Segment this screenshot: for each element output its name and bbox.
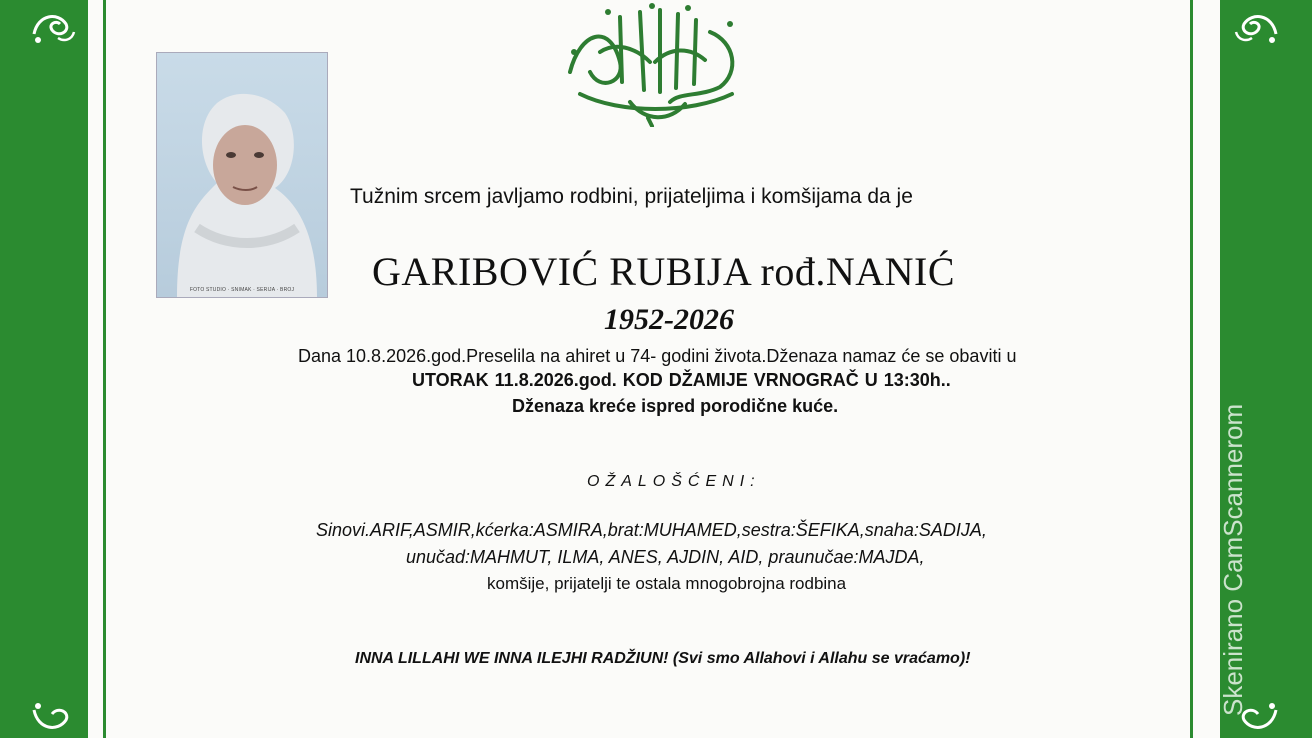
left-green-border bbox=[0, 0, 88, 738]
scanner-watermark: Skenirano CamScannerom bbox=[1218, 403, 1248, 716]
funeral-details-line-2: UTORAK 11.8.2026.god. KOD DŽAMIJE VRNOGRAČ U 13:30h.. bbox=[412, 370, 951, 390]
life-years: 1952-2026 bbox=[604, 303, 734, 336]
portrait-image bbox=[157, 53, 327, 297]
funeral-details-line-3: Dženaza kreće ispred porodične kuće. bbox=[512, 396, 839, 416]
photo-caption: FOTO STUDIO · SNIMAK · SERIJA · BROJ bbox=[189, 287, 295, 293]
floral-ornament-icon bbox=[28, 4, 78, 48]
inner-border-line-left bbox=[103, 0, 106, 738]
floral-ornament-icon bbox=[1232, 4, 1282, 48]
family-line-3: komšije, prijatelji te ostala mnogobrojna rodbina bbox=[487, 574, 847, 593]
inner-border-line-right bbox=[1190, 0, 1193, 738]
floral-ornament-icon bbox=[28, 700, 78, 738]
deceased-portrait-photo bbox=[156, 52, 328, 298]
funeral-details-line-1: Dana 10.8.2026.god.Preselila na ahiret u 74- godini života.Dženaza namaz će se obaviti u bbox=[298, 346, 1017, 366]
mourners-heading: OŽALOŠĆENI: bbox=[587, 473, 761, 490]
closing-prayer: INNA LILLAHI WE INNA ILEJHI RADŽIUN! (Svi smo Allahovi i Allahu se vraćamo)! bbox=[355, 650, 971, 667]
family-line-2: unučad:MAHMUT, ILMA, ANES, AJDIN, AID, praunučae:MAJDA, bbox=[406, 547, 925, 567]
intro-text: Tužnim srcem javljamo rodbini, prijateljima i komšijama da je bbox=[350, 185, 913, 208]
family-line-1: Sinovi.ARIF,ASMIR,kćerka:ASMIRA,brat:MUHAMED,sestra:ŠEFIKA,snaha:SADIJA, bbox=[316, 520, 987, 540]
deceased-name: GARIBOVIĆ RUBIJA rođ.NANIĆ bbox=[372, 249, 956, 294]
arabic-calligraphy-icon bbox=[560, 2, 750, 127]
